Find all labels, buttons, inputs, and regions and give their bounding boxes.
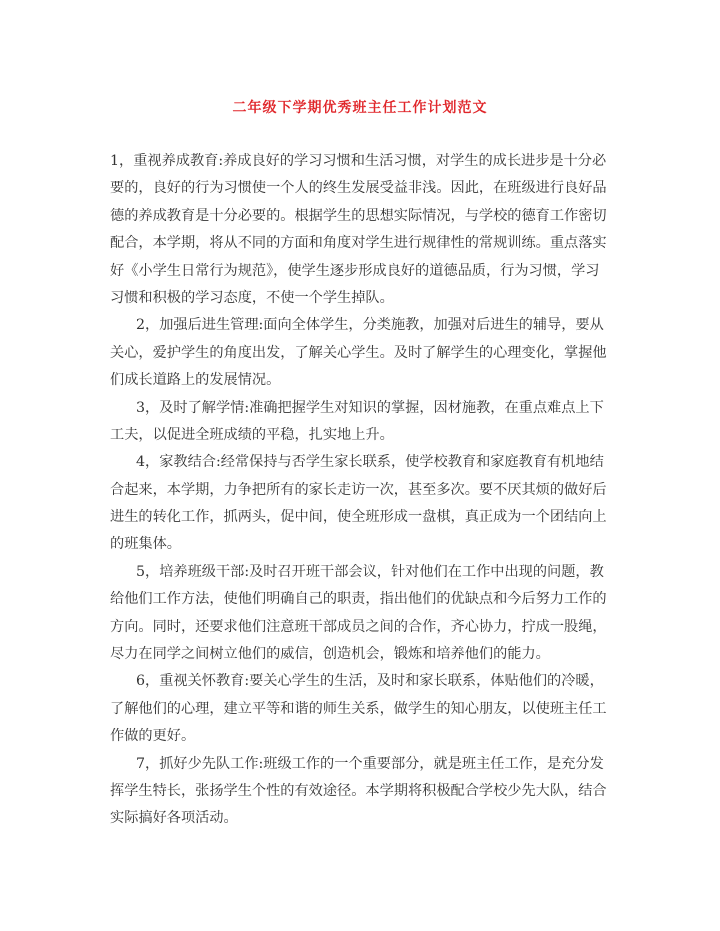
paragraph-line: 了解他们的心理，建立平等和谐的师生关系，做学生的知心朋友，以使班主任工: [110, 700, 607, 717]
paragraph-line: 进生的转化工作，抓两头，促中间，使全班形成一盘棋，真正成为一个团结向上: [110, 509, 607, 526]
paragraph-3: [110, 397, 604, 452]
paragraph-line: 好《小学生日常行为规范》，使学生逐步形成良好的道德品质，行为习惯，学习: [110, 262, 600, 279]
paragraph-line: 挥学生特长，张扬学生个性的有效途径。本学期将积极配合学校少先大队，结合: [110, 782, 607, 799]
paragraph-5: [110, 561, 607, 671]
paragraph-line: 作做的更好。: [110, 728, 196, 745]
paragraph-line: 关心，爱护学生的角度出发，了解关心学生。及时了解学生的心理变化，掌握他: [110, 344, 607, 361]
paragraph-line: 尽力在同学之间树立他们的威信，创造机会，锻炼和培养他们的能力。: [110, 646, 550, 663]
paragraph-line: 7，抓好少先队工作:班级工作的一个重要部分，就是班主任工作，是充分发: [136, 755, 604, 772]
paragraph-line: 3，及时了解学情:准确把握学生对知识的掌握，因材施教，在重点难点上下: [136, 399, 604, 416]
paragraph-line: 4，家教结合:经常保持与否学生家长联系，使学校教育和家庭教育有机地结: [136, 454, 604, 471]
paragraph-line: 2，加强后进生管理:面向全体学生，分类施教，加强对后进生的辅导，要从: [136, 317, 604, 334]
paragraph-line: 5，培养班级干部:及时召开班干部会议，针对他们在工作中出现的问题，教: [136, 563, 604, 580]
paragraph-line: 的班集体。: [110, 536, 181, 553]
paragraph-line: 习惯和积极的学习态度，不使一个学生掉队。: [110, 289, 394, 306]
paragraph-line: 给他们工作方法，使他们明确自己的职责，指出他们的优缺点和今后努力工作的: [110, 591, 607, 608]
paragraph-line: 工夫，以促进全班成绩的平稳，扎实地上升。: [110, 426, 394, 443]
document-body: [110, 150, 607, 835]
paragraph-line: 6，重视关怀教育:要关心学生的生活，及时和家长联系，体贴他们的冷暖，: [136, 673, 604, 690]
paragraph-line: 配合，本学期，将从不同的方面和角度对学生进行规律性的常规训练。重点落实: [110, 235, 607, 252]
paragraph-line: 合起来，本学期，力争把所有的家长走访一次，甚至多次。要不厌其烦的做好后: [110, 481, 607, 498]
paragraph-line: 方向。同时，还要求他们注意班干部成员之间的合作，齐心协力，拧成一股绳，: [110, 618, 607, 635]
paragraph-line: 实际搞好各项活动。: [110, 810, 238, 827]
paragraph-line: 1，重视养成教育:养成良好的学习习惯和生活习惯，对学生的成长进步是十分必: [110, 153, 607, 169]
paragraph-1: [110, 150, 607, 314]
paragraph-line: 们成长道路上的发展情况。: [110, 372, 281, 389]
document-title: 二年级下学期优秀班主任工作计划范文: [232, 100, 488, 116]
paragraph-2: [110, 314, 607, 396]
paragraph-6: [110, 670, 607, 752]
paragraph-4: [110, 451, 607, 561]
paragraph-line: 要的，良好的行为习惯使一个人的终生发展受益非浅。因此，在班级进行良好品: [110, 180, 607, 197]
paragraph-7: [110, 753, 607, 835]
paragraph-line: 德的养成教育是十分必要的。根据学生的思想实际情况，与学校的德育工作密切: [110, 207, 607, 224]
